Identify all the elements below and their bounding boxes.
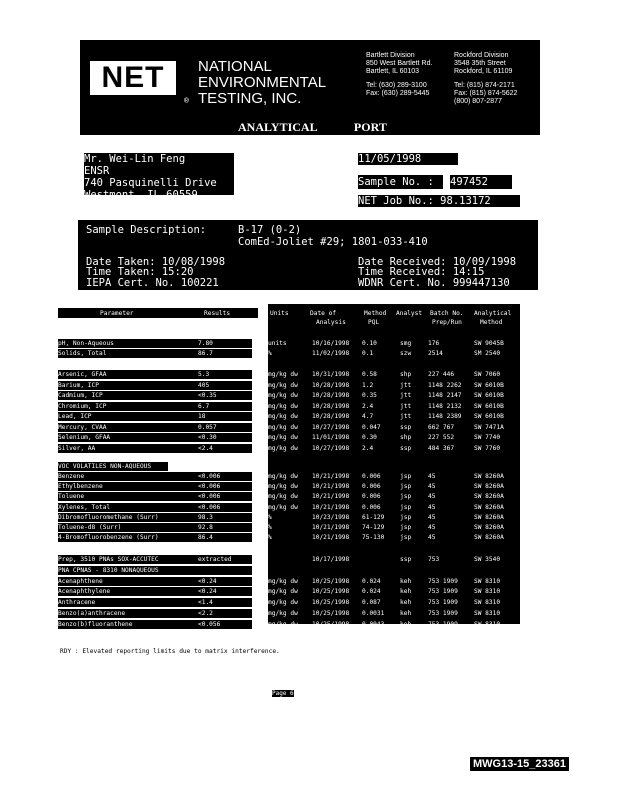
header-results: Results xyxy=(204,310,231,317)
page-label: Page 6 xyxy=(272,690,294,697)
date-cell: 11/01/1998 xyxy=(312,434,350,441)
address-line: 850 West Bartlett Rd. xyxy=(366,60,433,67)
result-cell: <0.30 xyxy=(198,433,252,442)
units-cell: mg/kg dw xyxy=(268,423,298,431)
address-line: Bartlett Division xyxy=(366,52,415,59)
date-cell: 10/28/1998 xyxy=(312,413,350,420)
pql-cell: 0.30 xyxy=(362,434,377,441)
date-cell: 10/28/1998 xyxy=(312,392,350,399)
date-cell: 10/21/1998 xyxy=(312,524,350,531)
client-line: Mr. Wei-Lin Feng xyxy=(84,153,186,165)
pql-cell: 74-129 xyxy=(362,524,385,531)
header-method: Method xyxy=(364,310,387,317)
method-cell: SW 3540 xyxy=(474,556,501,563)
iepa-cert: IEPA Cert. No. 100221 xyxy=(86,277,219,289)
result-cell: <0.056 xyxy=(198,620,252,629)
date-cell: 10/16/1998 xyxy=(312,340,350,347)
time-received: Time Received: 14:15 xyxy=(358,266,485,278)
batch-cell: 753 1909 xyxy=(428,588,458,596)
batch-cell: 45 xyxy=(428,473,436,480)
sample-description-line-2: ComEd-Joliet #29; 1801-033-410 xyxy=(238,236,428,248)
sample-description-box xyxy=(78,220,538,290)
sample-description-line-1: B-17 (0-2) xyxy=(238,224,302,236)
header-analytical: Analytical xyxy=(474,310,512,317)
date-cell: 10/25/1998 xyxy=(312,620,350,628)
result-cell: <0.24 xyxy=(198,577,252,586)
method-cell: SW 6010B xyxy=(474,381,504,389)
address-line: Fax: (815) 874-5622 xyxy=(454,90,518,97)
report-date: 11/05/1998 xyxy=(358,153,458,165)
header-batch-no: Batch No. xyxy=(430,310,464,317)
pql-cell: 0.024 xyxy=(362,588,381,596)
analyst-cell: keh xyxy=(400,577,412,585)
units-cell: mg/kg dw xyxy=(268,577,298,585)
units-cell: mg/kg dw xyxy=(268,371,298,378)
report-title: ANALYTICAL PORT xyxy=(238,120,387,134)
date-cell: 10/21/1998 xyxy=(312,473,350,480)
analyst-cell: jsp xyxy=(400,534,412,542)
result-cell xyxy=(198,566,252,575)
parameter-cell: Benzo(b)fluoranthene xyxy=(58,620,198,629)
result-cell: 0.057 xyxy=(198,423,252,432)
date-cell: 10/25/1998 xyxy=(312,610,350,617)
document-id: MWG13-15_23361 xyxy=(470,757,569,771)
units-cell: mg/kg dw xyxy=(268,402,298,410)
analyst-cell: ssp xyxy=(400,556,412,563)
analyst-cell: shp xyxy=(400,434,412,441)
method-cell: SW 8260A xyxy=(474,493,504,501)
company-name-line-2: ENVIRONMENTAL xyxy=(198,74,327,91)
parameter-cell: Anthracene xyxy=(58,598,198,607)
result-cell: 98.3 xyxy=(198,513,252,522)
units-cell: mg/kg dw xyxy=(268,473,298,480)
parameter-cell: Cadmium, ICP xyxy=(58,391,198,400)
sample-no-value: 497452 xyxy=(450,175,512,189)
batch-cell: 2514 xyxy=(428,350,443,357)
parameter-cell: Barium, ICP xyxy=(58,381,198,390)
parameter-cell: Silver, AA xyxy=(58,444,198,453)
date-cell xyxy=(312,566,360,575)
analyst-cell: jsp xyxy=(400,524,412,531)
address-line: Bartlett, IL 60103 xyxy=(366,68,420,75)
units-cell: mg/kg dw xyxy=(268,381,298,389)
pql-cell: 0.047 xyxy=(362,423,381,431)
result-cell: 7.80 xyxy=(198,339,252,348)
analyst-cell: jtt xyxy=(400,392,412,399)
rockford-division-address xyxy=(454,52,517,106)
units-cell: mg/kg dw xyxy=(268,493,298,501)
date-cell: 10/21/1998 xyxy=(312,483,350,491)
method-cell: SW 8260A xyxy=(474,513,504,521)
analyst-cell: jtt xyxy=(400,381,412,389)
header-pql: PQL xyxy=(368,319,380,326)
result-cell: <0.006 xyxy=(198,482,252,491)
address-line: 3548 35th Street xyxy=(454,60,506,67)
pql-cell: 2.4 xyxy=(362,402,374,410)
method-cell: SW 7760 xyxy=(474,444,501,452)
company-name-line-3: TESTING, INC. xyxy=(198,90,302,107)
wdnr-cert: WDNR Cert. No. 999447130 xyxy=(358,277,510,289)
units-cell: units xyxy=(268,340,287,347)
date-cell: 10/17/1998 xyxy=(312,556,350,563)
method-cell: SM 2540 xyxy=(474,350,501,357)
date-taken: Date Taken: 10/08/1998 xyxy=(86,256,226,268)
analyst-cell: jsp xyxy=(400,473,412,480)
client-address xyxy=(84,153,234,201)
parameter-cell: Toluene-d8 (Surr) xyxy=(58,523,198,532)
date-cell: 10/21/1998 xyxy=(312,534,350,542)
result-cell: <2.4 xyxy=(198,444,252,453)
result-cell: 405 xyxy=(198,381,252,390)
units-cell: % xyxy=(268,513,272,521)
result-cell: 92.8 xyxy=(198,523,252,532)
units-cell: mg/kg dw xyxy=(268,503,298,511)
result-cell: <0.24 xyxy=(198,587,252,596)
units-cell: % xyxy=(268,350,272,357)
method-cell xyxy=(474,566,518,575)
result-cell: 18 xyxy=(198,412,252,421)
units-cell: mg/kg dw xyxy=(268,620,298,628)
parameter-cell: Dibromofluoromethane (Surr) xyxy=(58,513,198,522)
pql-cell: 0.006 xyxy=(362,473,381,480)
parameter-cell: pH, Non-Aqueous xyxy=(58,339,198,348)
method-cell: SW 8260A xyxy=(474,473,504,480)
units-cell: mg/kg dw xyxy=(268,588,298,596)
parameter-cell: Xylenes, Total xyxy=(58,503,198,512)
date-cell: 10/27/1998 xyxy=(312,423,350,431)
batch-cell: 227 446 xyxy=(428,371,455,378)
net-logo xyxy=(83,54,183,102)
units-cell: % xyxy=(268,534,272,542)
analyst-cell: jsp xyxy=(400,503,412,511)
result-cell: 86.7 xyxy=(198,349,252,358)
result-cell: 6.7 xyxy=(198,402,252,411)
date-received: Date Received: 10/09/1998 xyxy=(358,256,517,268)
method-cell: SW 8260A xyxy=(474,503,504,511)
method-cell: SW 8260A xyxy=(474,534,504,542)
batch-cell: 753 1909 xyxy=(428,577,458,585)
batch-cell: 1148 2132 xyxy=(428,402,462,410)
header-date-of: Date of xyxy=(310,310,337,317)
analyst-cell: keh xyxy=(400,588,412,596)
address-line: Rockford Division xyxy=(454,52,509,59)
pql-cell: 0.006 xyxy=(362,503,381,511)
pql-cell: 0.087 xyxy=(362,599,381,607)
analyst-cell: keh xyxy=(400,599,412,607)
batch-cell: 753 xyxy=(428,556,440,563)
address-line: Fax: (630) 289-5445 xyxy=(366,90,430,97)
pql-cell: 0.1 xyxy=(362,350,374,357)
batch-cell: 662 767 xyxy=(428,423,455,431)
date-cell: 10/25/1998 xyxy=(312,577,350,585)
sample-description-label: Sample Description: xyxy=(86,224,207,236)
sample-no-label: Sample No. : xyxy=(358,175,443,189)
pql-cell: 0.0043 xyxy=(362,620,385,628)
result-cell: 86.4 xyxy=(198,533,252,542)
logo-text: NET xyxy=(90,61,176,95)
pql-cell: 0.0031 xyxy=(362,610,385,617)
result-cell: <2.2 xyxy=(198,609,252,618)
pql-cell: 2.4 xyxy=(362,444,374,452)
pql-cell: 0.024 xyxy=(362,577,381,585)
parameter-cell: Ethylbenzene xyxy=(58,482,198,491)
result-cell: <0.006 xyxy=(198,503,252,512)
method-cell: SW 6010B xyxy=(474,402,504,410)
result-cell: <0.006 xyxy=(198,492,252,501)
analyst-cell: shp xyxy=(400,371,412,378)
units-cell xyxy=(268,555,312,564)
batch-cell: 1148 2389 xyxy=(428,413,462,420)
parameter-cell: PNA CPNAS - 8310 NONAQUEOUS xyxy=(58,566,198,575)
header-prep-run: Prep/Run xyxy=(432,319,462,326)
batch-cell: 176 xyxy=(428,340,440,347)
pql-cell: 75-130 xyxy=(362,534,385,542)
analyst-cell: jtt xyxy=(400,402,412,410)
address-line: (800) 807-2877 xyxy=(454,98,502,105)
parameter-cell: Selenium, GFAA xyxy=(58,433,198,442)
method-cell: SW 8310 xyxy=(474,610,501,617)
batch-cell: 45 xyxy=(428,493,436,501)
result-cell: extracted xyxy=(198,555,252,564)
pql-cell: 0.006 xyxy=(362,483,381,491)
analyst-cell: jtt xyxy=(400,413,412,420)
method-cell: SW 6010B xyxy=(474,392,504,399)
parameter-cell: Lead, ICP xyxy=(58,412,198,421)
units-cell: mg/kg dw xyxy=(268,610,298,617)
analyst-cell: ssp xyxy=(400,444,412,452)
parameter-cell: Prep, 3510 PNAs SOX-ACCUTEC xyxy=(58,555,198,564)
parameter-cell: Toluene xyxy=(58,492,198,501)
parameter-cell: Mercury, CVAA xyxy=(58,423,198,432)
method-cell: SW 8260A xyxy=(474,483,504,491)
batch-cell: 45 xyxy=(428,524,436,531)
parameter-cell: Acenaphthylene xyxy=(58,587,198,596)
parameter-cell: Benzo(a)anthracene xyxy=(58,609,198,618)
address-line: Rockford, IL 61109 xyxy=(454,68,513,75)
date-cell: 11/02/1998 xyxy=(312,350,350,357)
pql-cell: 0.35 xyxy=(362,392,377,399)
client-line: Westmont, IL 60559 xyxy=(84,189,198,201)
header-parameter: Parameter xyxy=(100,310,134,317)
units-cell: mg/kg dw xyxy=(268,413,298,420)
time-taken: Time Taken: 15:20 xyxy=(86,266,194,278)
footnote: RDY : Elevated reporting limits due to matrix interference. xyxy=(60,648,280,655)
date-cell: 10/21/1998 xyxy=(312,503,350,511)
pql-cell: 0.006 xyxy=(362,493,381,501)
date-cell: 10/31/1998 xyxy=(312,371,350,378)
units-cell: mg/kg dw xyxy=(268,483,298,491)
method-cell: SW 6010B xyxy=(474,413,504,420)
registered-mark: ® xyxy=(184,96,189,105)
date-cell: 10/25/1998 xyxy=(312,599,350,607)
method-cell: SW 7060 xyxy=(474,371,501,378)
method-cell: SW 8310 xyxy=(474,588,501,596)
method-cell: SW 8260A xyxy=(474,524,504,531)
bartlett-division-address xyxy=(366,52,432,98)
units-cell: % xyxy=(268,524,272,531)
parameter-cell: Acenaphthene xyxy=(58,577,198,586)
parameter-cell: Solids, Total xyxy=(58,349,198,358)
units-cell: mg/kg dw xyxy=(268,434,298,441)
parameter-cell: 4-Bromofluorobenzene (Surr) xyxy=(58,533,198,542)
pql-cell: 0.58 xyxy=(362,371,377,378)
result-cell: <0.006 xyxy=(198,472,252,481)
method-cell: SW 7471A xyxy=(474,423,504,431)
parameter-cell: Chromium, ICP xyxy=(58,402,198,411)
analyst-cell: smg xyxy=(400,340,412,347)
section-title: VOC VOLATILES NON-AQUEOUS xyxy=(58,462,168,471)
result-cell: <0.35 xyxy=(198,391,252,400)
header-analysis: Analysis xyxy=(316,319,346,326)
units-cell xyxy=(268,566,312,575)
batch-cell: 45 xyxy=(428,534,436,542)
batch-cell: 1148 2262 xyxy=(428,381,462,389)
batch-cell: 753 1909 xyxy=(428,620,458,628)
client-line: ENSR xyxy=(84,165,110,177)
method-cell: SW 8310 xyxy=(474,577,501,585)
analyst-cell: keh xyxy=(400,620,412,628)
pql-cell: 1.2 xyxy=(362,381,374,389)
header-analyst: Analyst xyxy=(396,310,423,317)
date-cell: 10/27/1998 xyxy=(312,444,350,452)
units-cell: mg/kg dw xyxy=(268,599,298,607)
pql-cell xyxy=(362,566,394,575)
date-cell: 10/28/1998 xyxy=(312,381,350,389)
batch-cell: 753 1909 xyxy=(428,599,458,607)
date-cell: 10/23/1998 xyxy=(312,513,350,521)
date-cell: 10/25/1998 xyxy=(312,588,350,596)
batch-cell: 1148 2147 xyxy=(428,392,462,399)
pql-cell xyxy=(362,555,394,564)
units-cell: mg/kg dw xyxy=(268,444,298,452)
method-cell: SW 7740 xyxy=(474,434,501,441)
batch-cell: 45 xyxy=(428,513,436,521)
pql-cell: 4.7 xyxy=(362,413,374,420)
result-cell: <1.4 xyxy=(198,598,252,607)
method-cell: SW 9045B xyxy=(474,340,504,347)
date-cell: 10/28/1998 xyxy=(312,402,350,410)
client-line: 740 Pasquinelli Drive xyxy=(84,177,217,189)
parameter-cell: Arsenic, GFAA xyxy=(58,370,198,379)
analyst-cell: szw xyxy=(400,350,412,357)
method-cell: SW 8310 xyxy=(474,599,501,607)
date-cell: 10/21/1998 xyxy=(312,493,350,501)
method-cell: SW 8310 xyxy=(474,620,501,628)
analyst-cell: ssp xyxy=(400,423,412,431)
header-method-col: Method xyxy=(480,319,503,326)
net-job-no: NET Job No.: 98.13172 xyxy=(358,195,520,207)
batch-cell: 45 xyxy=(428,483,436,491)
analyst-cell: keh xyxy=(400,610,412,617)
pql-cell: 0.10 xyxy=(362,340,377,347)
analyst-cell: jsp xyxy=(400,483,412,491)
analyst-cell: jsp xyxy=(400,513,412,521)
analyst-cell: jsp xyxy=(400,493,412,501)
address-line: Tel: (815) 874-2171 xyxy=(454,82,515,89)
header-units: Units xyxy=(270,310,289,317)
parameter-cell: Benzene xyxy=(58,472,198,481)
units-cell: mg/kg dw xyxy=(268,392,298,399)
batch-cell: 227 552 xyxy=(428,434,455,441)
batch-cell xyxy=(428,566,470,575)
batch-cell: 753 1909 xyxy=(428,610,458,617)
batch-cell: 45 xyxy=(428,503,436,511)
result-cell: 5.3 xyxy=(198,370,252,379)
address-line: Tel: (630) 289-3100 xyxy=(366,82,427,89)
pql-cell: 61-129 xyxy=(362,513,385,521)
analyst-cell xyxy=(400,566,424,575)
batch-cell: 484 367 xyxy=(428,444,455,452)
company-name xyxy=(198,59,326,107)
company-name-line-1: NATIONAL xyxy=(198,58,272,75)
